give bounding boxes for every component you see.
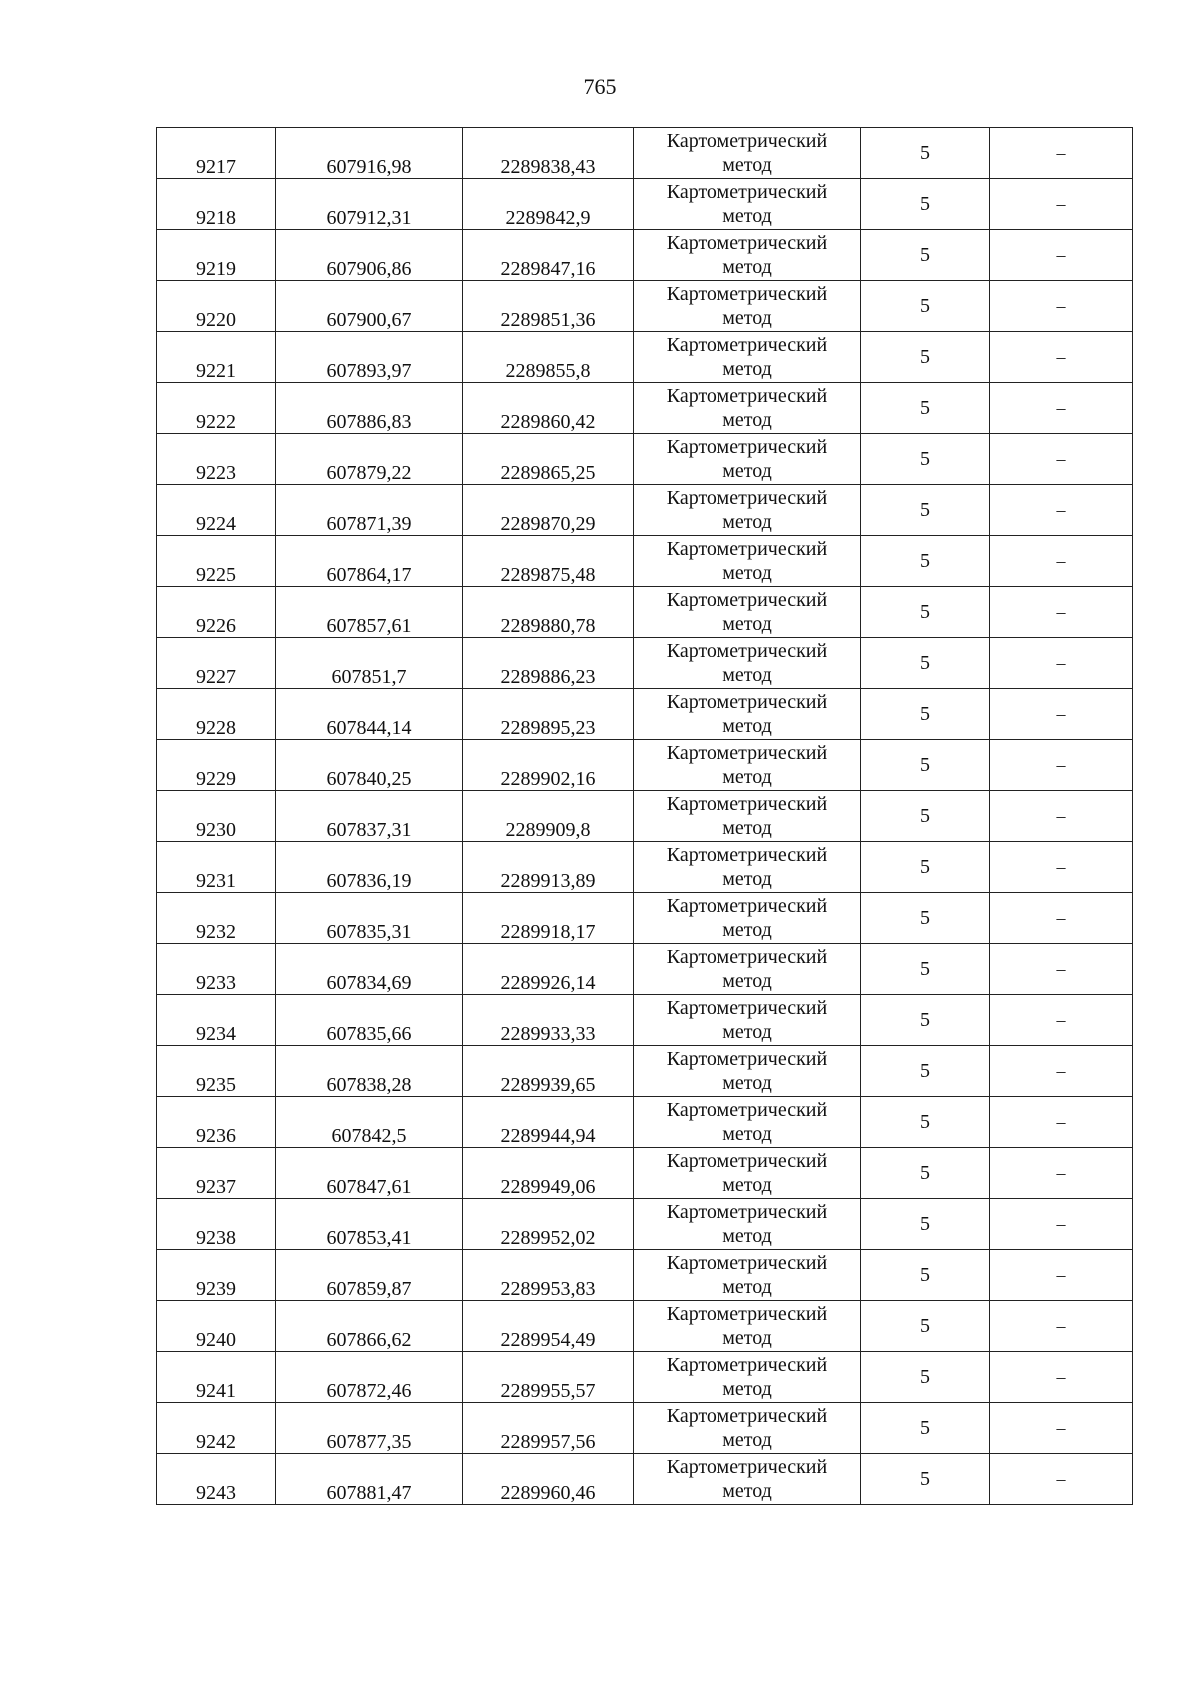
method-line1: Картометрический [666,1456,828,1478]
note-cell: – [990,128,1133,179]
method-line1: Картометрический [666,844,828,866]
x-coordinate-cell: 607842,5 [276,1097,463,1148]
precision-cell: 5 [861,383,990,434]
precision-cell: 5 [861,1046,990,1097]
method-line1: Картометрический [666,1048,828,1070]
method-line2: метод [722,460,772,482]
point-number-cell: 9218 [157,179,276,230]
table-row [157,1352,1133,1403]
method-line1: Картометрический [666,1303,828,1325]
method-cell [634,689,861,740]
method-cell [634,1046,861,1097]
y-coordinate-cell: 2289952,02 [463,1199,634,1250]
x-coordinate-cell: 607866,62 [276,1301,463,1352]
point-number-cell: 9228 [157,689,276,740]
y-coordinate-cell: 2289902,16 [463,740,634,791]
method-line1: Картометрический [666,487,828,509]
note-cell: – [990,587,1133,638]
precision-cell: 5 [861,587,990,638]
y-coordinate-cell: 2289957,56 [463,1403,634,1454]
precision-cell: 5 [861,740,990,791]
x-coordinate-cell: 607906,86 [276,230,463,281]
method-cell [634,485,861,536]
y-coordinate-cell: 2289944,94 [463,1097,634,1148]
table-row [157,383,1133,434]
table-row [157,1403,1133,1454]
precision-cell: 5 [861,434,990,485]
method-line2: метод [722,511,772,533]
method-cell [634,1250,861,1301]
note-cell: – [990,1148,1133,1199]
method-line1: Картометрический [666,283,828,305]
note-cell: – [990,638,1133,689]
table-row [157,1454,1133,1505]
method-line1: Картометрический [666,436,828,458]
point-number-cell: 9229 [157,740,276,791]
method-cell [634,1454,861,1505]
method-line2: метод [722,562,772,584]
method-line2: метод [722,358,772,380]
precision-cell: 5 [861,1148,990,1199]
point-number-cell: 9217 [157,128,276,179]
note-cell: – [990,536,1133,587]
y-coordinate-cell: 2289870,29 [463,485,634,536]
x-coordinate-cell: 607834,69 [276,944,463,995]
x-coordinate-cell: 607851,7 [276,638,463,689]
method-line2: метод [722,868,772,890]
point-number-cell: 9221 [157,332,276,383]
method-line2: метод [722,307,772,329]
method-cell [634,842,861,893]
method-line1: Картометрический [666,640,828,662]
method-line2: метод [722,409,772,431]
precision-cell: 5 [861,179,990,230]
note-cell: – [990,1403,1133,1454]
x-coordinate-cell: 607838,28 [276,1046,463,1097]
method-cell [634,1352,861,1403]
y-coordinate-cell: 2289960,46 [463,1454,634,1505]
point-number-cell: 9226 [157,587,276,638]
method-line2: метод [722,970,772,992]
note-cell: – [990,1352,1133,1403]
note-cell: – [990,332,1133,383]
table-row [157,434,1133,485]
method-cell [634,1199,861,1250]
method-line2: метод [722,1378,772,1400]
x-coordinate-cell: 607857,61 [276,587,463,638]
x-coordinate-cell: 607840,25 [276,740,463,791]
x-coordinate-cell: 607853,41 [276,1199,463,1250]
x-coordinate-cell: 607836,19 [276,842,463,893]
method-cell [634,128,861,179]
method-line2: метод [722,1072,772,1094]
x-coordinate-cell: 607871,39 [276,485,463,536]
precision-cell: 5 [861,944,990,995]
y-coordinate-cell: 2289926,14 [463,944,634,995]
method-line2: метод [722,817,772,839]
method-line1: Картометрический [666,793,828,815]
table-row [157,1301,1133,1352]
y-coordinate-cell: 2289953,83 [463,1250,634,1301]
note-cell: – [990,230,1133,281]
table-row [157,1199,1133,1250]
y-coordinate-cell: 2289880,78 [463,587,634,638]
point-number-cell: 9235 [157,1046,276,1097]
table-row [157,485,1133,536]
point-number-cell: 9242 [157,1403,276,1454]
note-cell: – [990,842,1133,893]
table-body [157,128,1133,1505]
note-cell: – [990,1250,1133,1301]
x-coordinate-cell: 607844,14 [276,689,463,740]
table-row [157,281,1133,332]
point-number-cell: 9238 [157,1199,276,1250]
method-line2: метод [722,256,772,278]
point-number-cell: 9231 [157,842,276,893]
method-line2: метод [722,1276,772,1298]
point-number-cell: 9233 [157,944,276,995]
y-coordinate-cell: 2289865,25 [463,434,634,485]
x-coordinate-cell: 607877,35 [276,1403,463,1454]
method-line1: Картометрический [666,895,828,917]
precision-cell: 5 [861,332,990,383]
table-row [157,179,1133,230]
y-coordinate-cell: 2289954,49 [463,1301,634,1352]
point-number-cell: 9225 [157,536,276,587]
method-line1: Картометрический [666,1252,828,1274]
note-cell: – [990,179,1133,230]
y-coordinate-cell: 2289851,36 [463,281,634,332]
y-coordinate-cell: 2289838,43 [463,128,634,179]
method-line2: метод [722,205,772,227]
x-coordinate-cell: 607916,98 [276,128,463,179]
point-number-cell: 9234 [157,995,276,1046]
note-cell: – [990,1046,1133,1097]
point-number-cell: 9236 [157,1097,276,1148]
precision-cell: 5 [861,1199,990,1250]
method-line2: метод [722,1123,772,1145]
method-line2: метод [722,664,772,686]
x-coordinate-cell: 607835,31 [276,893,463,944]
y-coordinate-cell: 2289955,57 [463,1352,634,1403]
method-line2: метод [722,1480,772,1502]
method-line1: Картометрический [666,589,828,611]
precision-cell: 5 [861,281,990,332]
table-row [157,740,1133,791]
x-coordinate-cell: 607859,87 [276,1250,463,1301]
x-coordinate-cell: 607881,47 [276,1454,463,1505]
method-line2: метод [722,1327,772,1349]
precision-cell: 5 [861,1352,990,1403]
precision-cell: 5 [861,230,990,281]
method-line2: метод [722,613,772,635]
point-number-cell: 9224 [157,485,276,536]
method-line1: Картометрический [666,385,828,407]
method-line2: метод [722,1225,772,1247]
note-cell: – [990,689,1133,740]
method-cell [634,587,861,638]
table-row [157,638,1133,689]
y-coordinate-cell: 2289933,33 [463,995,634,1046]
method-line1: Картометрический [666,1354,828,1376]
method-line2: метод [722,919,772,941]
precision-cell: 5 [861,1097,990,1148]
method-line1: Картометрический [666,1405,828,1427]
table-row [157,536,1133,587]
point-number-cell: 9239 [157,1250,276,1301]
note-cell: – [990,383,1133,434]
y-coordinate-cell: 2289949,06 [463,1148,634,1199]
point-number-cell: 9232 [157,893,276,944]
note-cell: – [990,740,1133,791]
page-number: 765 [583,74,617,99]
y-coordinate-cell: 2289918,17 [463,893,634,944]
point-number-cell: 9240 [157,1301,276,1352]
y-coordinate-cell: 2289913,89 [463,842,634,893]
table-row [157,689,1133,740]
method-line2: метод [722,1429,772,1451]
precision-cell: 5 [861,128,990,179]
table-row [157,944,1133,995]
x-coordinate-cell: 607886,83 [276,383,463,434]
method-cell [634,893,861,944]
table-row [157,893,1133,944]
method-cell [634,740,861,791]
note-cell: – [990,281,1133,332]
table-row [157,332,1133,383]
x-coordinate-cell: 607893,97 [276,332,463,383]
method-line1: Картометрический [666,130,828,152]
method-line2: метод [722,1174,772,1196]
method-cell [634,1097,861,1148]
method-line2: метод [722,715,772,737]
precision-cell: 5 [861,1454,990,1505]
x-coordinate-cell: 607847,61 [276,1148,463,1199]
precision-cell: 5 [861,1301,990,1352]
y-coordinate-cell: 2289895,23 [463,689,634,740]
point-number-cell: 9227 [157,638,276,689]
precision-cell: 5 [861,1250,990,1301]
y-coordinate-cell: 2289855,8 [463,332,634,383]
precision-cell: 5 [861,995,990,1046]
method-line1: Картометрический [666,334,828,356]
precision-cell: 5 [861,893,990,944]
method-cell [634,1148,861,1199]
y-coordinate-cell: 2289886,23 [463,638,634,689]
precision-cell: 5 [861,638,990,689]
point-number-cell: 9220 [157,281,276,332]
method-cell [634,332,861,383]
precision-cell: 5 [861,536,990,587]
method-line1: Картометрический [666,1150,828,1172]
table-row [157,1250,1133,1301]
precision-cell: 5 [861,791,990,842]
note-cell: – [990,434,1133,485]
method-cell [634,434,861,485]
table-row [157,1046,1133,1097]
x-coordinate-cell: 607872,46 [276,1352,463,1403]
note-cell: – [990,791,1133,842]
point-number-cell: 9241 [157,1352,276,1403]
method-line1: Картометрический [666,232,828,254]
coordinates-table [156,127,1133,1505]
y-coordinate-cell: 2289909,8 [463,791,634,842]
method-line1: Картометрический [666,997,828,1019]
table-row [157,1097,1133,1148]
method-line1: Картометрический [666,1099,828,1121]
method-cell [634,791,861,842]
table-row [157,587,1133,638]
table-row [157,230,1133,281]
note-cell: – [990,485,1133,536]
table-row [157,842,1133,893]
point-number-cell: 9222 [157,383,276,434]
method-line1: Картометрический [666,1201,828,1223]
method-line1: Картометрический [666,538,828,560]
table-row [157,995,1133,1046]
table-row [157,791,1133,842]
note-cell: – [990,1454,1133,1505]
point-number-cell: 9243 [157,1454,276,1505]
x-coordinate-cell: 607835,66 [276,995,463,1046]
method-line2: метод [722,1021,772,1043]
method-cell [634,944,861,995]
method-cell [634,536,861,587]
x-coordinate-cell: 607864,17 [276,536,463,587]
y-coordinate-cell: 2289842,9 [463,179,634,230]
method-line2: метод [722,766,772,788]
method-line1: Картометрический [666,691,828,713]
note-cell: – [990,1301,1133,1352]
precision-cell: 5 [861,1403,990,1454]
point-number-cell: 9237 [157,1148,276,1199]
y-coordinate-cell: 2289939,65 [463,1046,634,1097]
method-cell [634,179,861,230]
table-row [157,128,1133,179]
note-cell: – [990,1097,1133,1148]
method-line1: Картометрический [666,742,828,764]
method-line2: метод [722,154,772,176]
x-coordinate-cell: 607837,31 [276,791,463,842]
y-coordinate-cell: 2289875,48 [463,536,634,587]
precision-cell: 5 [861,842,990,893]
x-coordinate-cell: 607879,22 [276,434,463,485]
x-coordinate-cell: 607900,67 [276,281,463,332]
method-cell [634,230,861,281]
y-coordinate-cell: 2289847,16 [463,230,634,281]
precision-cell: 5 [861,689,990,740]
point-number-cell: 9230 [157,791,276,842]
y-coordinate-cell: 2289860,42 [463,383,634,434]
table-row [157,1148,1133,1199]
precision-cell: 5 [861,485,990,536]
method-cell [634,383,861,434]
note-cell: – [990,1199,1133,1250]
point-number-cell: 9223 [157,434,276,485]
note-cell: – [990,893,1133,944]
point-number-cell: 9219 [157,230,276,281]
note-cell: – [990,944,1133,995]
method-line1: Картометрический [666,946,828,968]
method-cell [634,1403,861,1454]
method-cell [634,281,861,332]
note-cell: – [990,995,1133,1046]
x-coordinate-cell: 607912,31 [276,179,463,230]
method-cell [634,995,861,1046]
method-cell [634,1301,861,1352]
method-cell [634,638,861,689]
method-line1: Картометрический [666,181,828,203]
